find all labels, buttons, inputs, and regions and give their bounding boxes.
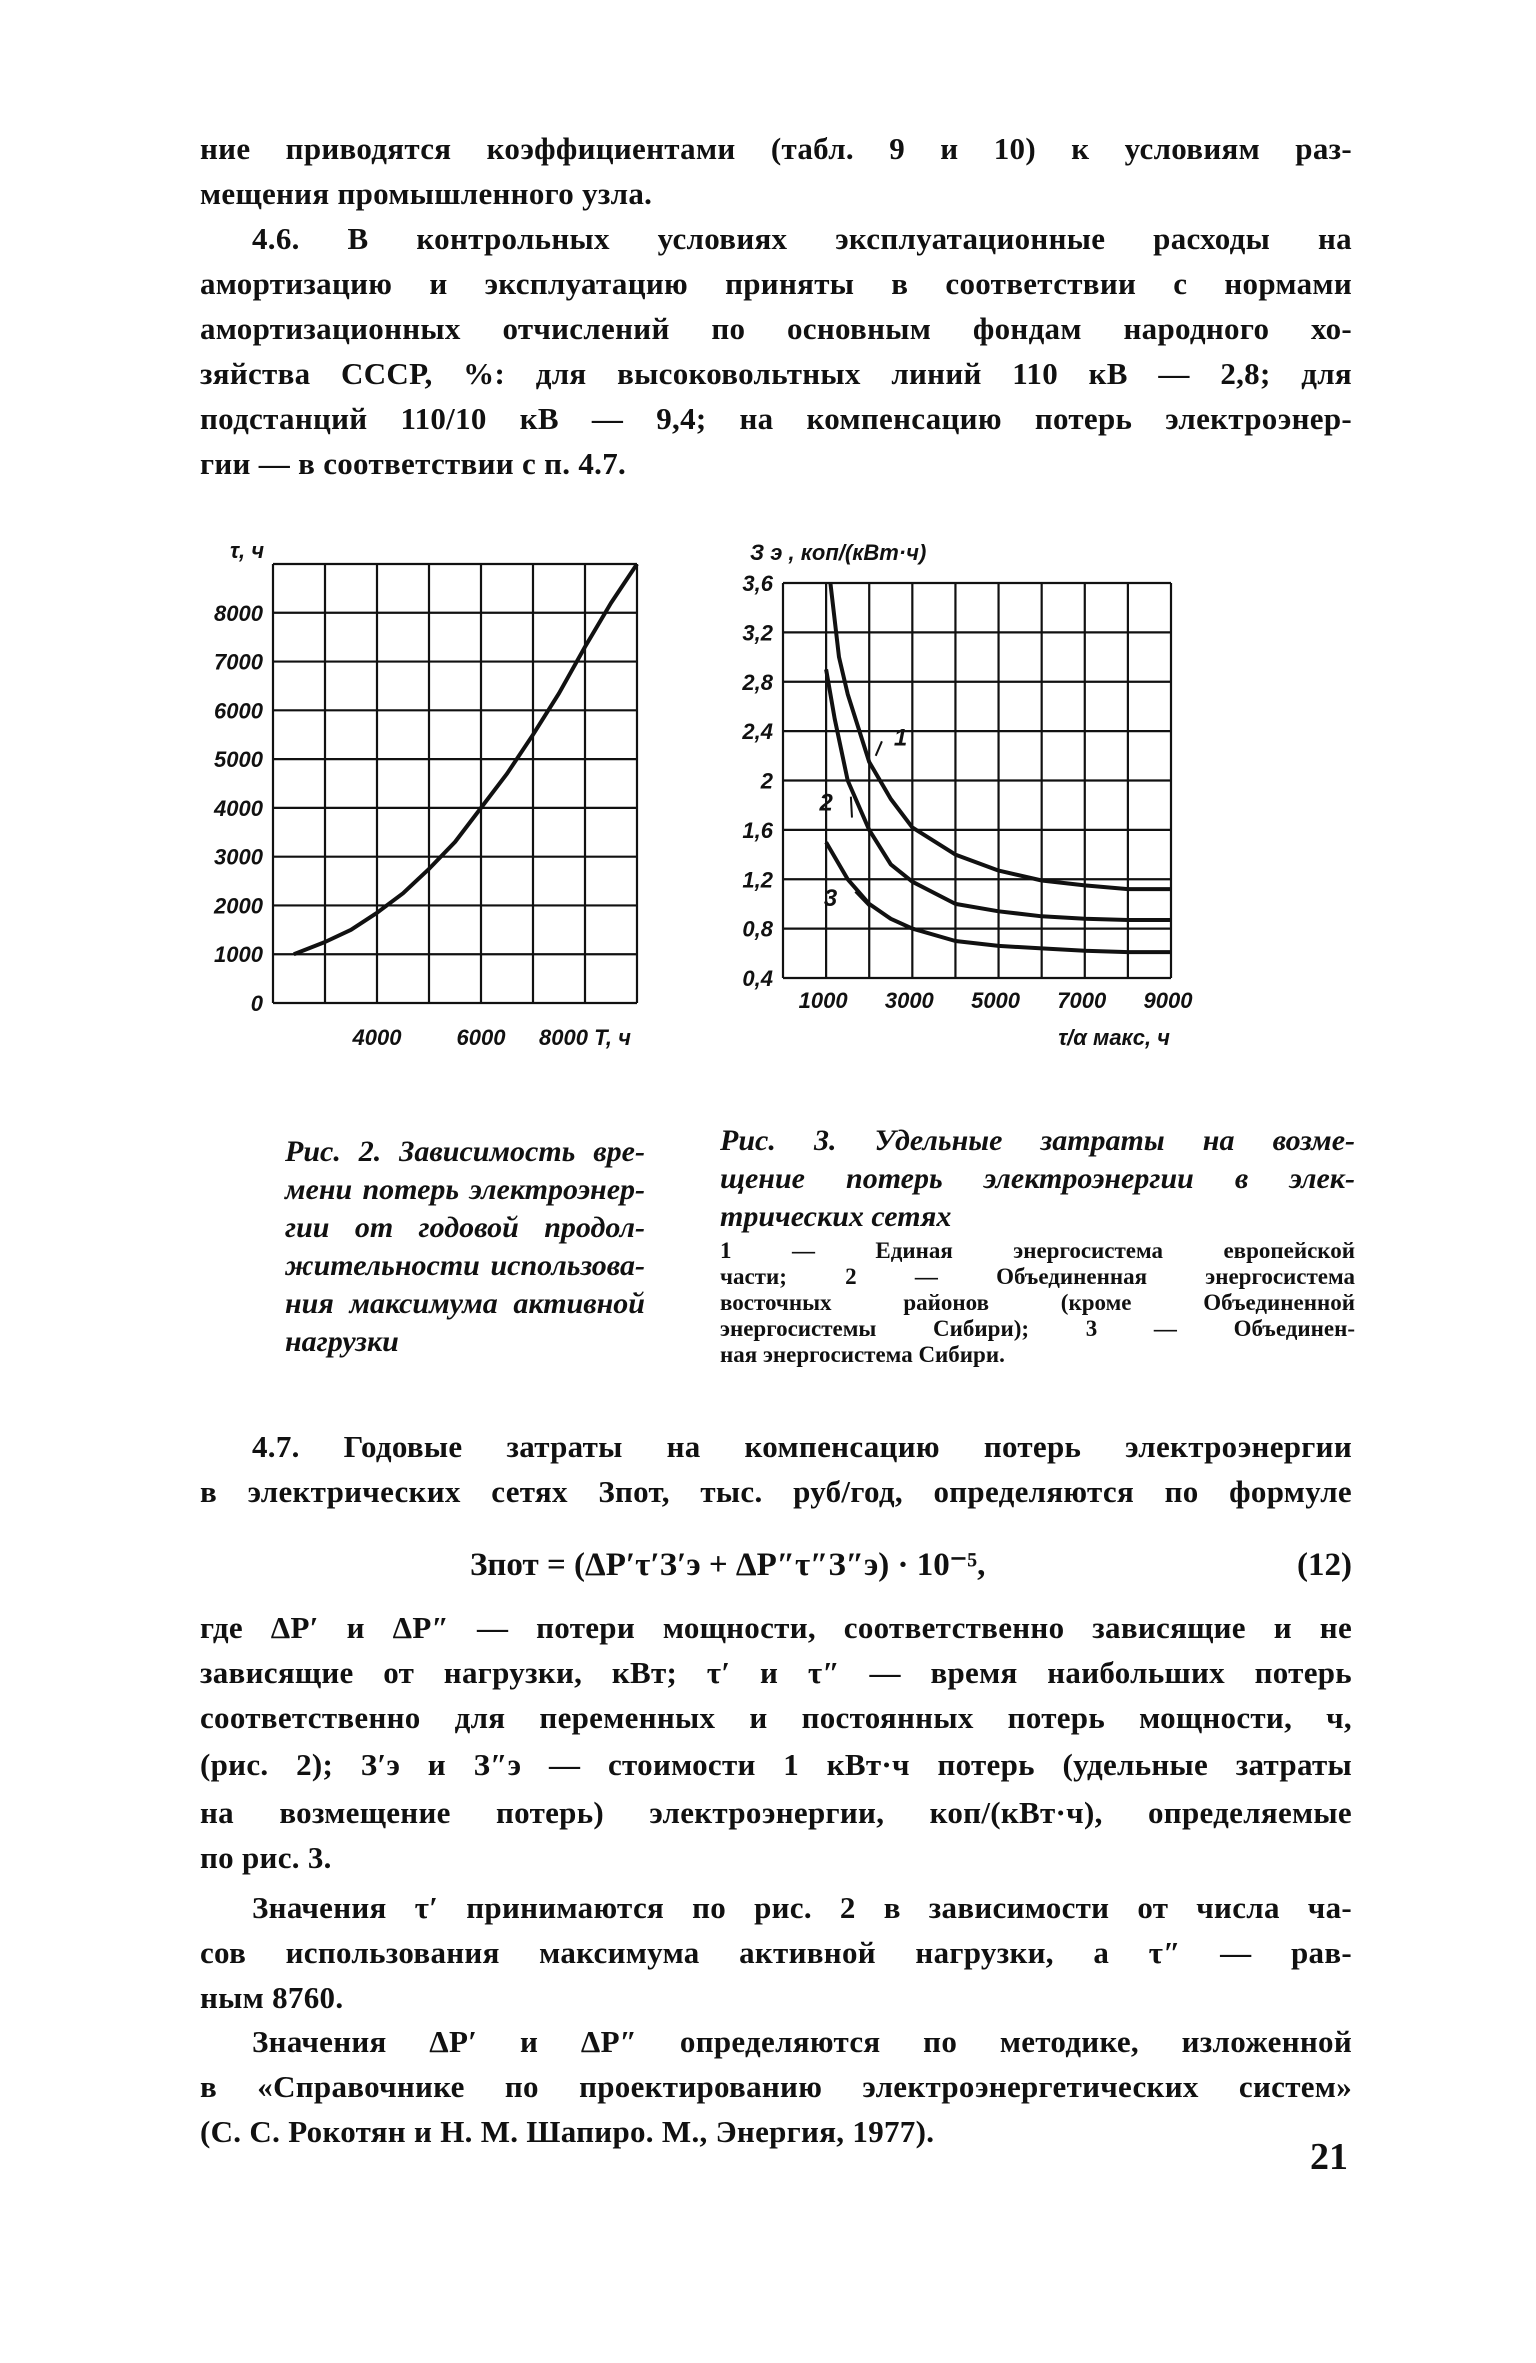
caption-line: Рис. 2. Зависимость вре- (285, 1135, 645, 1168)
paragraph-delta-p (200, 2019, 1352, 2154)
text-line: (рис. 2); З′э и З″э — стоимости 1 кВт·ч потерь (удельные затраты (200, 1747, 1352, 1782)
figure-2-caption (285, 1133, 645, 1361)
y-tick-label: 7000 (214, 649, 263, 675)
y-tick-label: 2 (760, 768, 773, 794)
legend-line: части; 2 — Объединенная энергосистема (720, 1264, 1355, 1289)
y-tick-label: 4000 (214, 795, 263, 821)
caption-line: жительности использова- (285, 1249, 645, 1282)
text-line: Значения ΔP′ и ΔP″ определяются по методике, изложенной (252, 2024, 1352, 2059)
text-line: мещения промышленного узла. (200, 176, 653, 211)
text-line: ние приводятся коэффициентами (табл. 9 и 10) к условиям раз- (200, 131, 1352, 166)
legend-line: восточных районов (кроме Объединенной (720, 1290, 1355, 1315)
legend-line: 1 — Единая энергосистема европейской (720, 1238, 1355, 1263)
text-line: по рис. 3. (200, 1840, 332, 1875)
y-tick-label: 0,4 (742, 966, 773, 991)
x-tick-label: 4000 (352, 1025, 402, 1050)
caption-line: трических сетях (720, 1200, 952, 1233)
figure-3-chart (690, 530, 1370, 1110)
text-line: в электрических сетях Зпот, тыс. руб/год, определяются по формуле (200, 1474, 1352, 1509)
text-line: ным 8760. (200, 1980, 344, 2015)
text-line: подстанций 110/10 кВ — 9,4; на компенсацию потерь электроэнер- (200, 401, 1352, 436)
text-line: сов использования максимума активной нагрузки, а τ″ — рав- (200, 1935, 1352, 1970)
formula-number: (12) (1297, 1547, 1352, 1583)
figure-3-legend (720, 1238, 1355, 1368)
formula-12 (200, 1540, 1352, 1590)
paragraph-tau (200, 1885, 1352, 2020)
text-line: на возмещение потерь) электроэнергии, коп/(кВт·ч), определяемые (200, 1795, 1352, 1830)
y-tick-label: 1,2 (742, 867, 773, 893)
text-line: зависящие от нагрузки, кВт; τ′ и τ″ — время наибольших потерь (200, 1655, 1352, 1690)
y-tick-label: 3,6 (742, 571, 773, 596)
series-number-label: 2 (819, 789, 833, 817)
y-tick-label: 6000 (214, 698, 263, 724)
y-tick-label: 0 (250, 991, 263, 1016)
caption-line: Рис. 3. Удельные затраты на возме- (720, 1124, 1355, 1157)
y-tick-label: 5000 (214, 747, 263, 773)
y-axis-label: З э , коп/(кВт·ч) (750, 540, 927, 565)
text-line: где ΔP′ и ΔP″ — потери мощности, соответственно зависящие и не (200, 1610, 1352, 1645)
text-line: амортизацию и эксплуатацию приняты в соответствии с нормами (200, 266, 1352, 301)
y-tick-label: 2000 (214, 893, 263, 919)
formula-text: Зпот = (ΔP′τ′З′э + ΔP″τ″З″э) · 10⁻⁵, (470, 1547, 986, 1583)
paragraph-top (200, 126, 1352, 486)
caption-line: нагрузки (285, 1325, 399, 1358)
text-line: Значения τ′ принимаются по рис. 2 в зависимости от числа ча- (252, 1890, 1352, 1925)
text-line: 4.6. В контрольных условиях эксплуатационные расходы на (252, 221, 1352, 256)
figure-2-chart (200, 530, 680, 1090)
x-tick-label: 9000 (1143, 988, 1193, 1013)
caption-line: щение потерь электроэнергии в элек- (720, 1162, 1355, 1195)
x-tick-label: 8000 T, ч (539, 1025, 631, 1050)
series-label-leader (876, 741, 882, 756)
x-tick-label: 6000 (456, 1025, 506, 1050)
paragraph-4-7 (200, 1424, 1352, 1514)
series-label-leader (851, 797, 852, 818)
paragraph-where (200, 1605, 1352, 1880)
legend-line: ная энергосистема Сибири. (720, 1342, 1005, 1367)
text-line: в «Справочнике по проектированию электроэнергетических систем» (200, 2069, 1352, 2104)
caption-line: гии от годовой продол- (285, 1211, 645, 1244)
caption-line: мени потерь электроэнер- (285, 1173, 645, 1206)
y-tick-label: 2,8 (742, 669, 773, 695)
page-number: 21 (1310, 2136, 1348, 2178)
x-tick-label: 3000 (884, 988, 934, 1013)
text-line: (С. С. Рокотян и Н. М. Шапиро. М., Энергия, 1977). (200, 2114, 935, 2149)
text-line: 4.7. Годовые затраты на компенсацию потерь электроэнергии (252, 1429, 1352, 1464)
series-number-label: 1 (893, 724, 908, 752)
figure-3-caption (720, 1122, 1355, 1236)
x-axis-label: τ/α макс, ч (1058, 1025, 1170, 1050)
y-tick-label: 8000 (214, 600, 263, 626)
legend-line: энергосистемы Сибири); 3 — Объединен- (720, 1316, 1355, 1341)
text-line: зяйства СССР, %: для высоковольтных линий 110 кВ — 2,8; для (200, 356, 1352, 391)
text-line: амортизационных отчислений по основным фондам народного хо- (200, 311, 1352, 346)
y-tick-label: 1000 (214, 942, 263, 968)
y-tick-label: 2,4 (742, 719, 773, 745)
series-number-label: 3 (823, 884, 838, 912)
y-tick-label: 1,6 (742, 817, 773, 843)
y-tick-label: 3,2 (742, 620, 773, 646)
y-tick-label: 0,8 (742, 916, 773, 942)
y-axis-label: τ, ч (230, 538, 265, 563)
x-tick-label: 7000 (1057, 988, 1107, 1013)
caption-line: ния максимума активной (285, 1287, 645, 1320)
text-line: гии — в соответствии с п. 4.7. (200, 446, 627, 481)
y-tick-label: 3000 (214, 844, 263, 870)
text-line: соответственно для переменных и постоянных потерь мощности, ч, (200, 1700, 1352, 1735)
series-line-1 (830, 583, 1171, 889)
x-tick-label: 1000 (798, 988, 848, 1013)
x-tick-label: 5000 (971, 988, 1021, 1013)
